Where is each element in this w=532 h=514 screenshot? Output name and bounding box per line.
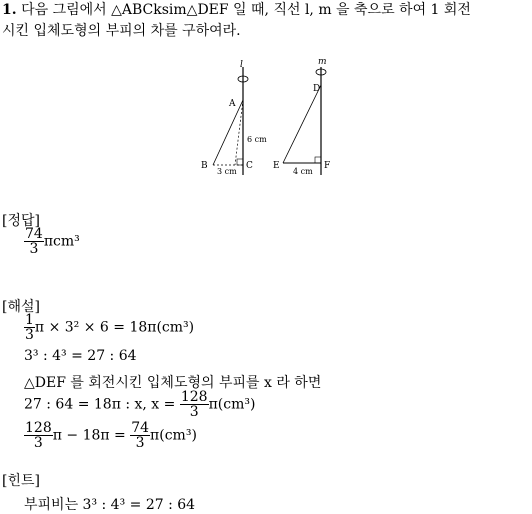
question-text-2: 시킨 입체도형의 부피의 차를 구하여라. [2, 23, 241, 39]
side-ab [213, 100, 243, 165]
explanation-line-5: $\frac{128}{3}$ π − 18π = $\frac{74}{3}$ π(cm³) [25, 420, 197, 451]
explanation-line-2: 3³ : 4³ = 27 : 64 [24, 348, 137, 364]
label-3cm: 3 cm [217, 167, 237, 176]
answer-fraction: $\frac{74}{3}$ [25, 226, 43, 257]
label-e: E [273, 161, 280, 171]
label-a: A [229, 99, 236, 109]
explanation-line-3: △DEF 를 회전시킨 입체도형의 부피를 x 라 하면 [24, 375, 322, 391]
label-c: C [246, 161, 253, 171]
label-6cm: 6 cm [247, 135, 267, 144]
explanation-line-4: 27 : 64 = 18π : x, x = $\frac{128}{3}$ π(cm³) [24, 389, 256, 420]
hint-text: 부피비는 3³ : 4³ = 27 : 64 [24, 497, 196, 513]
explanation-header: [해설] [2, 299, 40, 315]
explanation-line-1: $\frac{1}{3}$ π × 3² × 6 = 18π(cm³) [25, 312, 195, 343]
label-b: B [201, 161, 208, 171]
question-text-1: 다음 그림에서 △ABCksim△DEF 일 때, 직선 l, m 을 축으로 하여 1 회전 [21, 2, 471, 18]
answer-value: $\frac{74}{3}$ πcm³ [25, 226, 80, 257]
label-d: D [313, 84, 321, 94]
right-angle-f [315, 157, 321, 163]
right-angle-c [237, 159, 243, 165]
label-l: l [240, 60, 243, 70]
triangle-abc [201, 60, 267, 176]
label-f: F [324, 161, 331, 171]
question-line-1 [2, 1, 471, 20]
label-m: m [318, 57, 327, 67]
answer-header: [정답] [2, 213, 40, 229]
triangle-def [273, 57, 330, 176]
triangles-figure [195, 55, 345, 180]
side-de [283, 85, 321, 163]
hint-header: [힌트] [2, 473, 40, 489]
dashed-ac [235, 100, 243, 165]
question-number: 1. [2, 2, 17, 18]
label-4cm: 4 cm [293, 167, 313, 176]
